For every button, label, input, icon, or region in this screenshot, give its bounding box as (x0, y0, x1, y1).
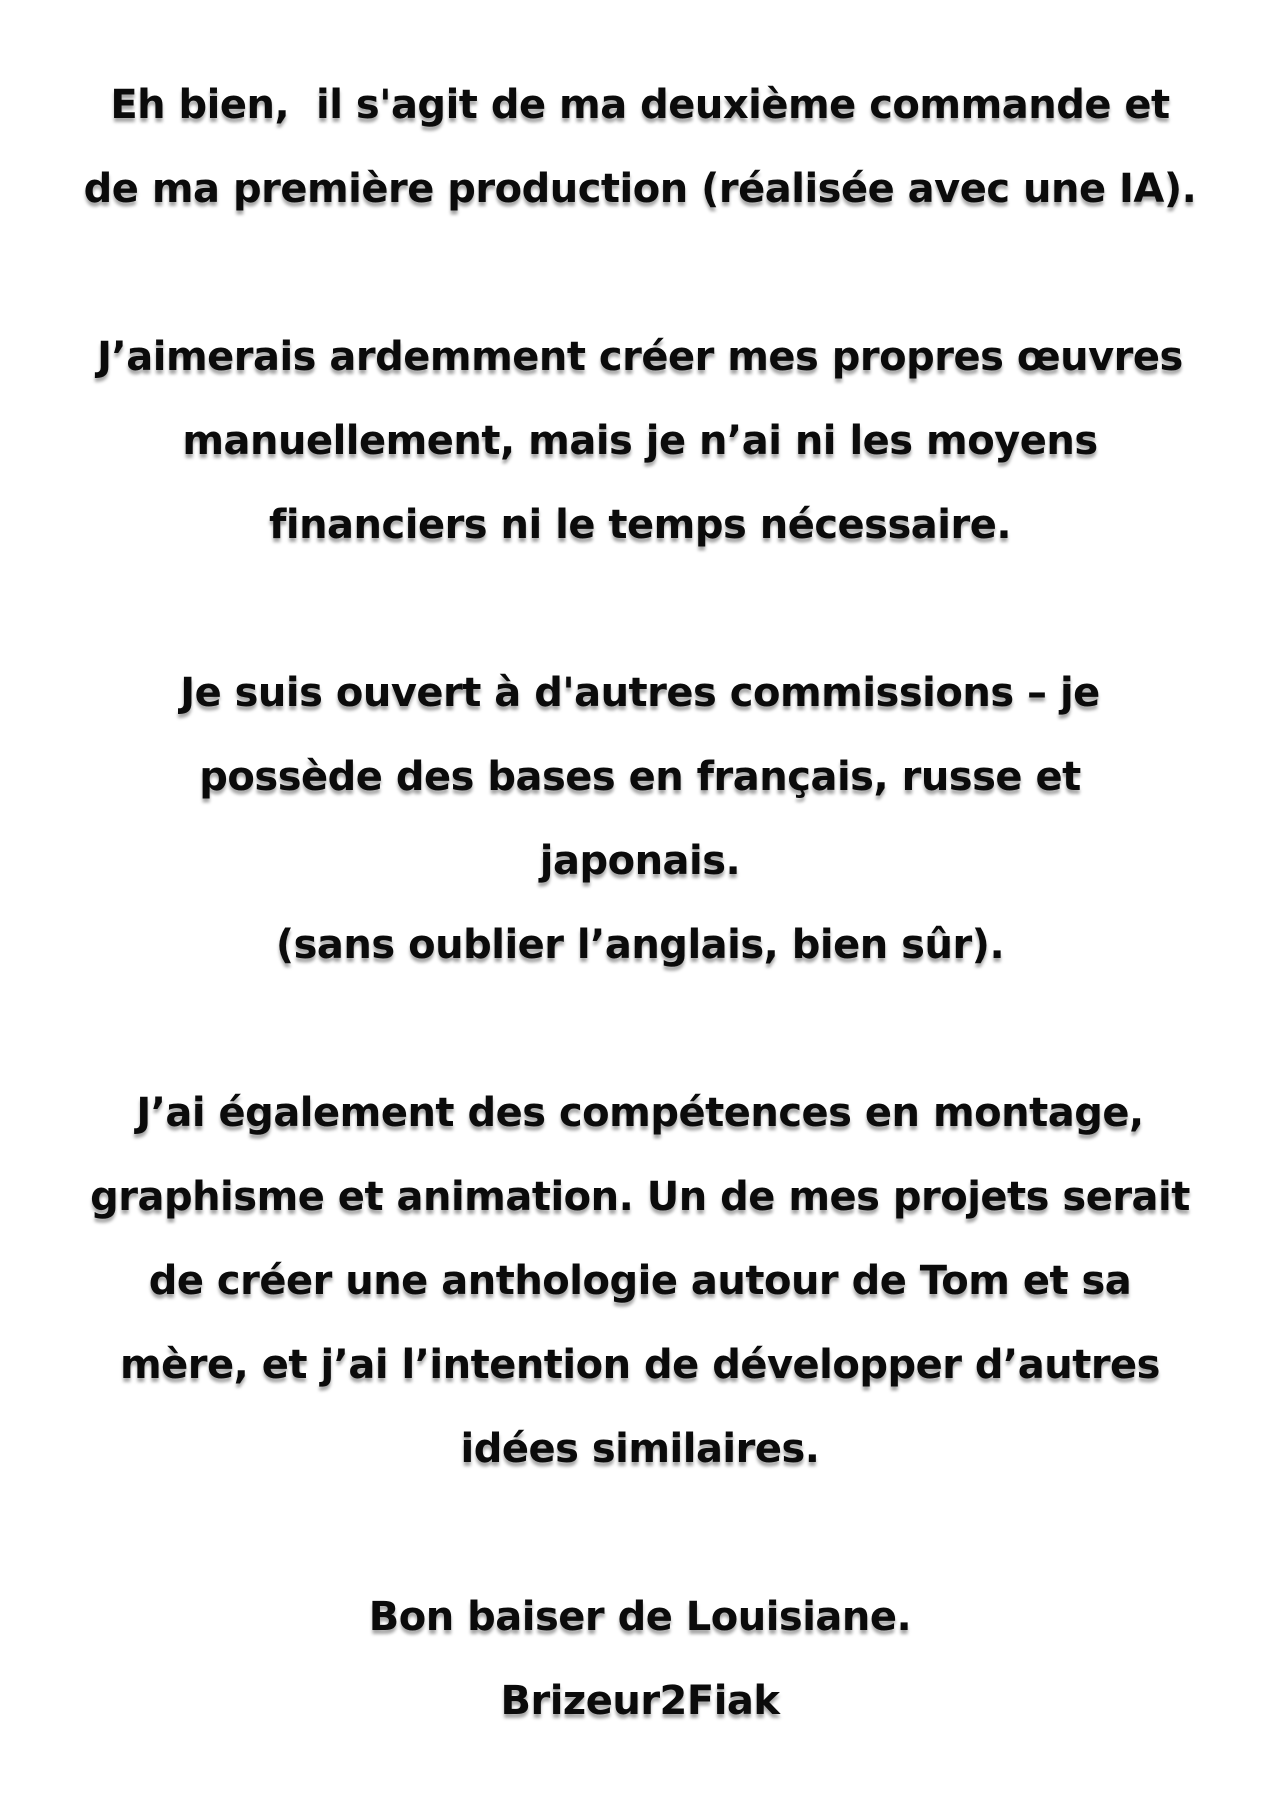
text-line: possède des bases en français, russe et (199, 754, 1081, 800)
text-line: Je suis ouvert à d'autres commissions – je (180, 670, 1100, 716)
paragraph-intro (0, 63, 1280, 231)
paragraph-skills (0, 1071, 1280, 1491)
text-line: J’aimerais ardemment créer mes propres œuvres (97, 334, 1183, 380)
text-line: idées similaires. (460, 1426, 820, 1472)
text-line: Eh bien, il s'agit de ma deuxième commande et (110, 82, 1170, 128)
text-line: japonais. (539, 838, 741, 884)
text-line: de ma première production (réalisée avec une IA). (83, 166, 1197, 212)
paragraph-wish (0, 315, 1280, 567)
closing-line: Bon baiser de Louisiane. (368, 1594, 912, 1640)
text-line: de créer une anthologie autour de Tom et sa (148, 1258, 1132, 1304)
paragraph-commissions (0, 651, 1280, 987)
text-line: J’ai également des compétences en montage, (136, 1090, 1144, 1136)
text-line: financiers ni le temps nécessaire. (268, 502, 1012, 548)
text-line: graphisme et animation. Un de mes projets serait (90, 1174, 1190, 1220)
paragraph-signature (0, 1575, 1280, 1743)
signature-name: Brizeur2Fiak (500, 1678, 780, 1724)
text-line: manuellement, mais je n’ai ni les moyens (182, 418, 1098, 464)
text-line: (sans oublier l’anglais, bien sûr). (275, 922, 1005, 968)
text-line: mère, et j’ai l’intention de développer d’autres (119, 1342, 1160, 1388)
